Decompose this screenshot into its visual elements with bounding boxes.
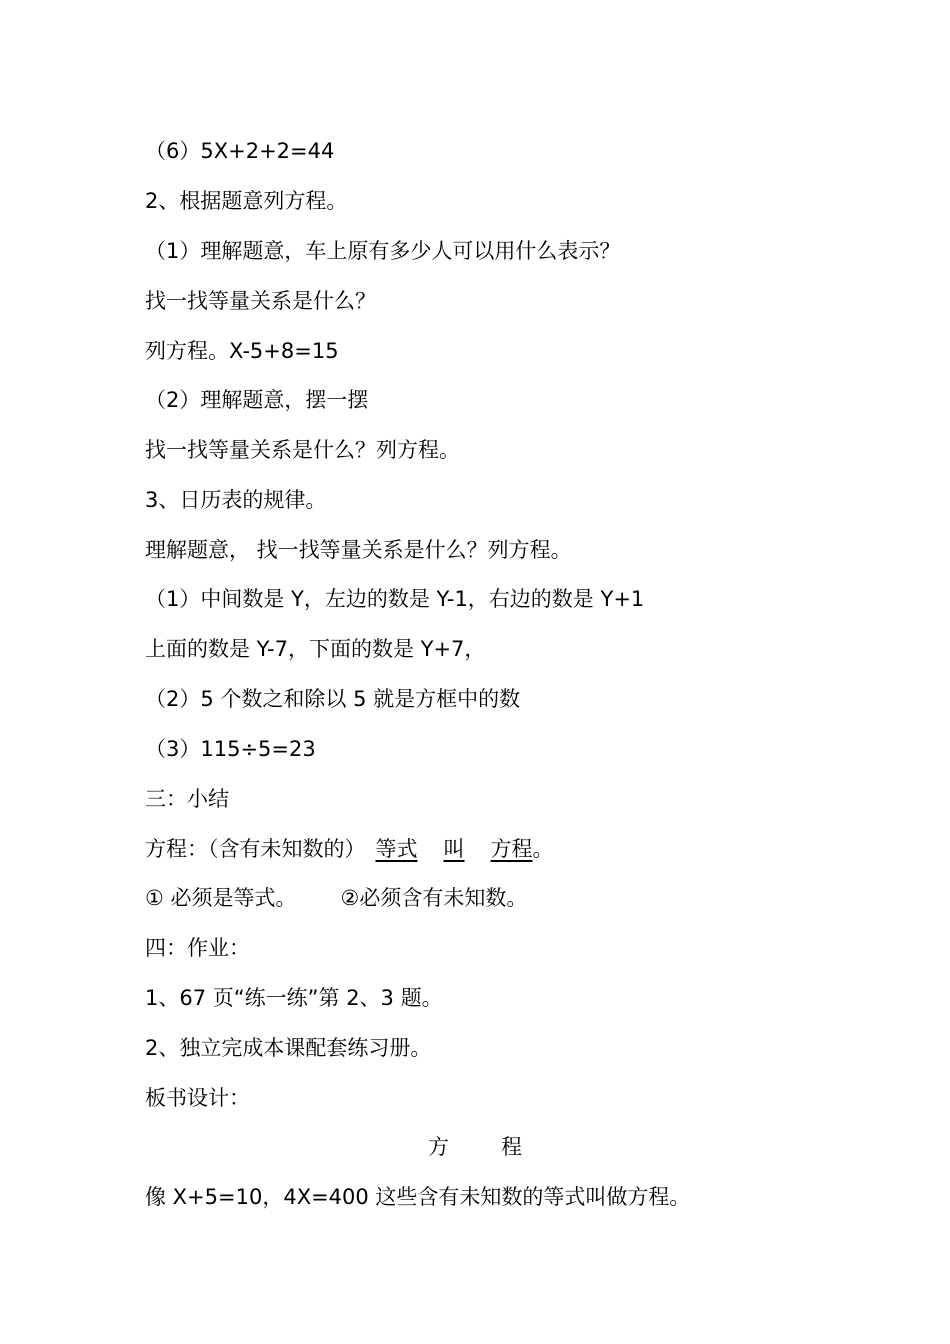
- condition-first: ① 必须是等式。: [145, 886, 297, 910]
- text-line: 列方程。X-5+8=15: [145, 339, 339, 363]
- text-line: （1）理解题意，车上原有多少人可以用什么表示？: [145, 239, 621, 263]
- text-line: 找一找等量关系是什么？列方程。: [145, 438, 460, 462]
- definition-blank-1: 等式: [375, 837, 418, 861]
- text-line: 找一找等量关系是什么？: [145, 289, 376, 313]
- text-line: 2、根据题意列方程。: [145, 189, 348, 213]
- definition-suffix: 。: [532, 837, 554, 861]
- definition-blank-2: 叫: [443, 837, 465, 861]
- definition-blank-3: 方程: [490, 837, 533, 861]
- text-line: 理解题意， 找一找等量关系是什么？列方程。: [145, 538, 572, 562]
- condition-second: ②必须含有未知数。: [340, 886, 528, 910]
- section-heading: 三：小结: [145, 787, 229, 811]
- text-line: 板书设计：: [145, 1086, 250, 1110]
- text-line: （2）5 个数之和除以 5 就是方框中的数: [145, 687, 521, 711]
- text-line: 3、日历表的规律。: [145, 488, 327, 512]
- text-line: 1、67 页“练一练”第 2、3 题。: [145, 986, 443, 1010]
- section-heading: 四：作业：: [145, 936, 250, 960]
- board-title-right: 程: [501, 1135, 522, 1159]
- text-line: 2、独立完成本课配套练习册。: [145, 1036, 432, 1060]
- text-line: （3）115÷5=23: [145, 737, 316, 761]
- definition-prefix: 方程：（含有未知数的）: [145, 837, 366, 861]
- text-line: （2）理解题意，摆一摆: [145, 388, 369, 412]
- board-text: 像 X+5=10，4X=400 这些含有未知数的等式叫做方程。: [145, 1185, 691, 1209]
- text-line: （6）5X+2+2=44: [145, 139, 335, 163]
- board-title: [145, 1132, 805, 1162]
- text-line: 上面的数是 Y-7，下面的数是 Y+7，: [145, 637, 486, 661]
- board-title-left: 方: [428, 1135, 449, 1159]
- definition-line: [145, 834, 554, 864]
- conditions-line: [145, 883, 527, 913]
- text-line: （1）中间数是 Y，左边的数是 Y-1，右边的数是 Y+1: [145, 587, 645, 611]
